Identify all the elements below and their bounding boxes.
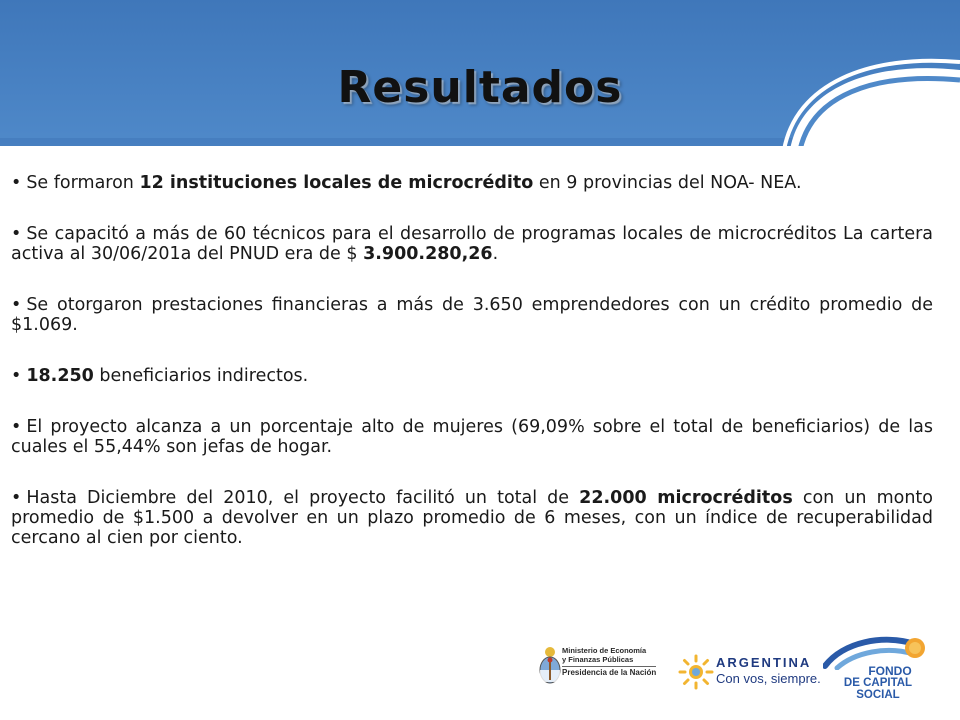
bullet: •	[11, 173, 22, 193]
text-run-bold: 22.000 microcréditos	[579, 488, 793, 508]
fondo-line1: FONDO	[868, 664, 912, 678]
bullet: •	[11, 417, 22, 437]
result-item-4	[11, 366, 933, 386]
text-run: El proyecto alcanza a un porcentaje alto de mujeres (69,09% sobre el total de beneficiarios) de las cuales el 55,44% son jefas de hogar.	[11, 417, 933, 457]
text-run-bold: 12 instituciones locales de microcrédito	[139, 173, 534, 193]
text-run: beneficiarios indirectos.	[93, 366, 309, 386]
fondo-line2: DE CAPITAL SOCIAL	[843, 677, 913, 701]
results-list	[11, 173, 933, 548]
bullet: •	[11, 224, 22, 244]
result-item-1	[11, 173, 933, 193]
text-run: Se capacitó a más de 60 técnicos para el desarrollo de programas locales de microcréditos La cartera activa al 30/06/201a del PNUD era de $	[11, 224, 933, 264]
presidencia-label: Presidencia de la Nación	[562, 668, 657, 677]
text-run: en 9 provincias del NOA- NEA.	[533, 173, 802, 193]
slide-header	[0, 0, 960, 150]
fondo-capital-social-logo	[536, 628, 936, 700]
text-run: con un monto promedio de $1.500 a devolver en un plazo promedio de 6 meses, con un índice de recuperabilidad cercano al cien por ciento.	[11, 488, 933, 548]
text-run: .	[492, 244, 499, 264]
bullet: •	[11, 488, 22, 508]
ministerio-line2: y Finanzas Públicas	[562, 655, 634, 664]
ministerio-line1: Ministerio de Economía	[562, 646, 647, 655]
text-run-bold: 3.900.280,26	[363, 244, 493, 264]
argentina-slogan: Con vos, siempre.	[716, 671, 821, 686]
text-run: Hasta Diciembre del 2010, el proyecto facilitó un total de	[26, 488, 580, 508]
text-run: Se otorgaron prestaciones financieras a más de 3.650 emprendedores con un crédito promedio de $1.069.	[11, 295, 933, 335]
result-item-2	[11, 224, 933, 264]
result-item-3	[11, 295, 933, 335]
bullet: •	[11, 366, 22, 386]
bullet: •	[11, 295, 22, 315]
argentina-name: ARGENTINA	[716, 655, 812, 670]
result-item-5	[11, 417, 933, 457]
footer-logos	[536, 628, 936, 700]
text-run-bold: 18.250	[26, 366, 94, 386]
result-item-6	[11, 488, 933, 548]
slide-title: Resultados	[337, 62, 623, 113]
text-run: Se formaron	[26, 173, 140, 193]
